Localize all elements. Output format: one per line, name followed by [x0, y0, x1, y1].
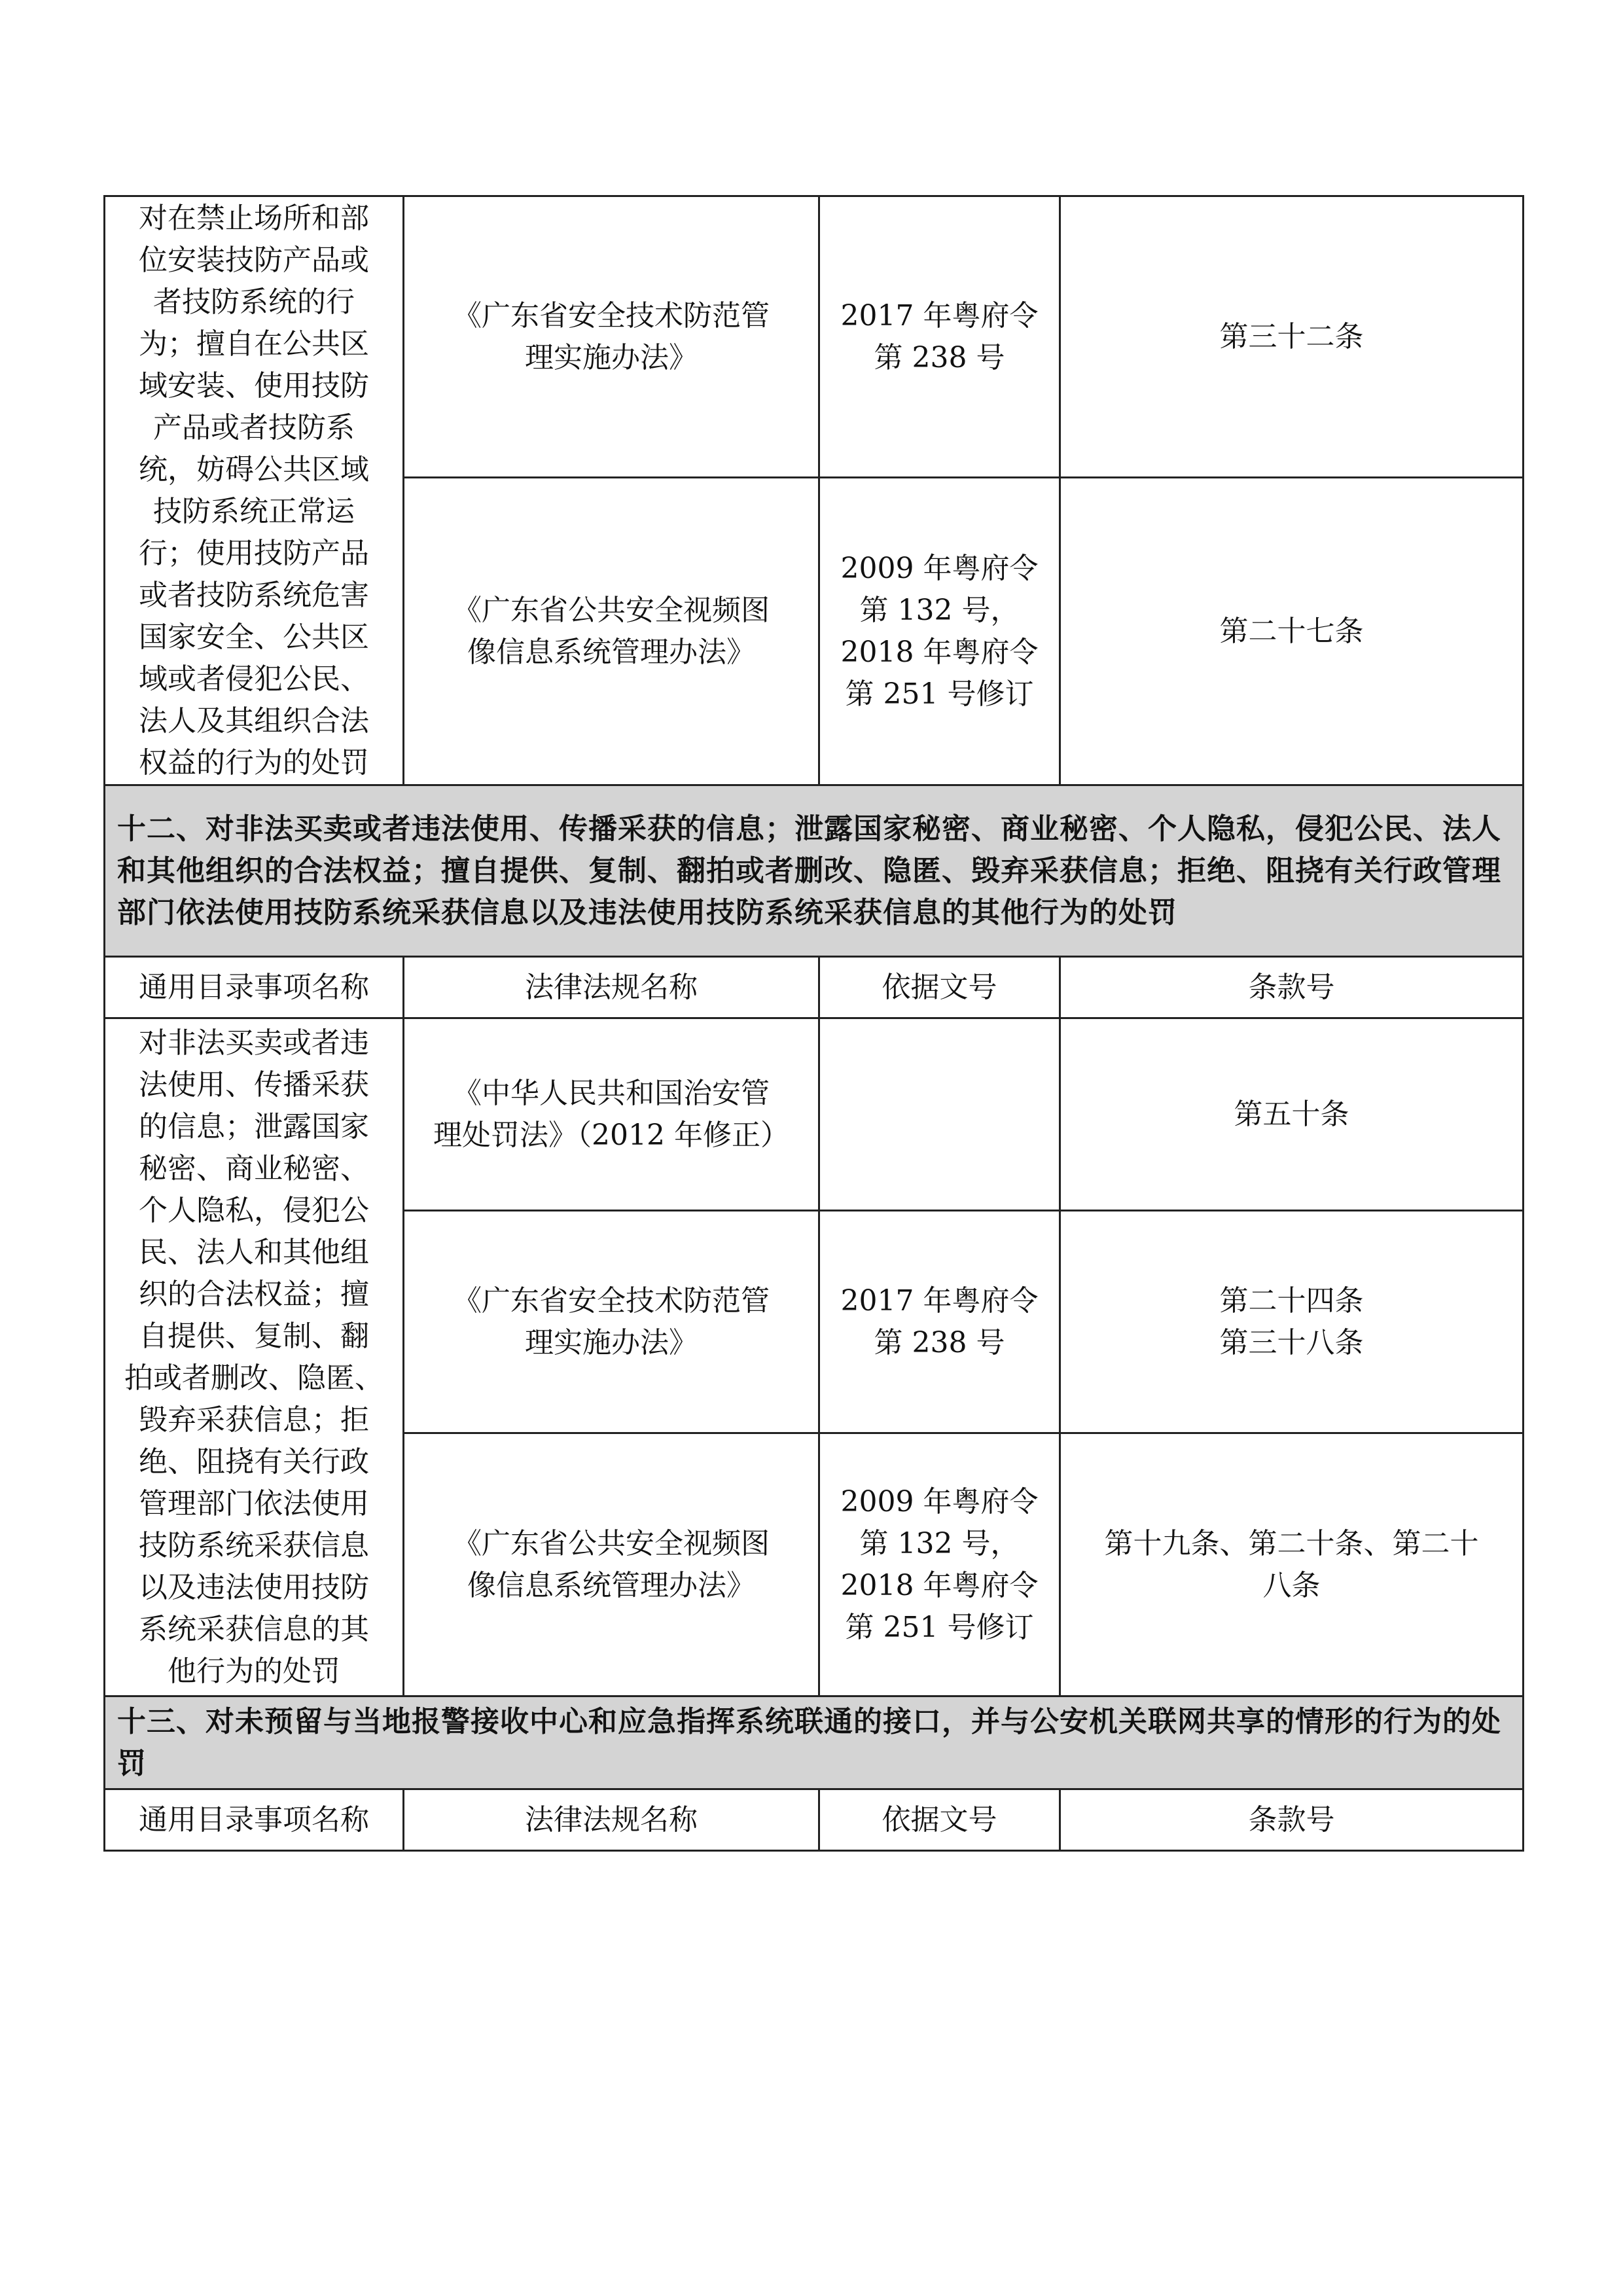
cell-text-line: 理处罚法》（2012 年修正） — [433, 1118, 789, 1152]
cell-text-line: 第十九条、第二十条、第二十 — [1104, 1526, 1479, 1560]
cell-text-line: 拍或者删改、隐匿、 — [124, 1361, 383, 1395]
cell-text-line: 为；擅自在公共区 — [139, 327, 369, 361]
law-name-cell — [404, 478, 819, 785]
table-row — [105, 196, 1524, 478]
cell-text-line: 民、法人和其他组 — [139, 1235, 369, 1269]
cell-text-line: 国家安全、公共区 — [139, 620, 369, 654]
cell-text-line: 第 132 号， — [859, 1526, 1020, 1560]
article-cell — [1060, 196, 1524, 478]
cell-text-line: 八条 — [1262, 1568, 1321, 1602]
cell-text-line: 2009 年粤府令 — [840, 551, 1039, 585]
cell-text-line: 者技防系统的行 — [153, 285, 355, 319]
doc-number-cell — [819, 196, 1060, 478]
header-law-name: 法律法规名称 — [404, 1789, 819, 1851]
cell-text-line: 第 238 号 — [874, 1325, 1005, 1359]
section-title-13: 十三、对未预留与当地报警接收中心和应急指挥系统联通的接口，并与公安机关联网共享的情形的行为的处罚 — [105, 1696, 1524, 1789]
cell-text-line: 统，妨碍公共区域 — [139, 452, 369, 486]
column-header-row — [105, 957, 1524, 1018]
article-cell — [1060, 1211, 1524, 1433]
doc-number-cell — [819, 1018, 1060, 1211]
cell-text-line: 法使用、传播采获 — [139, 1067, 369, 1102]
cell-text-line: 织的合法权益；擅 — [139, 1277, 369, 1311]
law-name-cell — [404, 1433, 819, 1696]
cell-text-line: 自提供、复制、翻 — [139, 1319, 369, 1353]
cell-text-line: 第二十四条 — [1219, 1283, 1364, 1318]
cell-text-line: 个人隐私，侵犯公 — [139, 1193, 369, 1227]
cell-text-line: 像信息系统管理办法》 — [467, 635, 755, 669]
cell-text-line: 《广东省公共安全视频图 — [453, 1526, 770, 1560]
article-cell — [1060, 478, 1524, 785]
law-name-cell — [404, 1211, 819, 1433]
item-name-cell — [105, 196, 404, 785]
law-name-cell — [404, 196, 819, 478]
header-item-name: 通用目录事项名称 — [105, 957, 404, 1018]
cell-text-line: 第 251 号修订 — [845, 677, 1034, 711]
cell-text-line: 域或者侵犯公民、 — [139, 662, 369, 696]
section-header-row — [105, 1696, 1524, 1789]
header-item-name: 通用目录事项名称 — [105, 1789, 404, 1851]
law-name-cell — [404, 1018, 819, 1211]
cell-text-line: 第三十二条 — [1219, 319, 1364, 353]
cell-text-line: 《广东省安全技术防范管 — [453, 1283, 770, 1318]
cell-text-line: 法人及其组织合法 — [139, 704, 369, 738]
article-cell — [1060, 1018, 1524, 1211]
header-law-name: 法律法规名称 — [404, 957, 819, 1018]
cell-text-line: 《广东省公共安全视频图 — [453, 593, 770, 627]
cell-text-line: 毁弃采获信息；拒 — [139, 1403, 369, 1437]
cell-text-line: 权益的行为的处罚 — [139, 745, 369, 780]
cell-text-line: 的信息；泄露国家 — [139, 1109, 369, 1143]
header-article: 条款号 — [1060, 957, 1524, 1018]
cell-text-line: 2018 年粤府令 — [840, 1568, 1039, 1602]
cell-text-line: 域安装、使用技防 — [139, 368, 369, 403]
cell-text-line: 第 238 号 — [874, 340, 1005, 374]
cell-text-line: 2017 年粤府令 — [840, 1283, 1039, 1318]
cell-text-line: 位安装技防产品或 — [139, 243, 369, 277]
cell-text-line: 像信息系统管理办法》 — [467, 1568, 755, 1602]
cell-text-line: 秘密、商业秘密、 — [139, 1151, 369, 1185]
cell-text-line: 行；使用技防产品 — [139, 536, 369, 570]
cell-text-line: 2017 年粤府令 — [840, 298, 1039, 332]
doc-number-cell — [819, 1433, 1060, 1696]
section-header-row — [105, 785, 1524, 957]
cell-text-line: 技防系统采获信息 — [139, 1528, 369, 1562]
cell-text-line: 第三十八条 — [1219, 1325, 1364, 1359]
section-title-12: 十二、对非法买卖或者违法使用、传播采获的信息；泄露国家秘密、商业秘密、个人隐私，侵犯公民、法人和其他组织的合法权益；擅自提供、复制、翻拍或者删改、隐匿、毁弃采获信息；拒绝、阻挠有关行政管理部门依法使用技防系统采获信息以及违法使用技防系统采获信息的其他行为的处罚 — [105, 785, 1524, 957]
cell-text-line: 管理部门依法使用 — [139, 1486, 369, 1520]
cell-text-line: 以及违法使用技防 — [139, 1570, 369, 1604]
cell-text-line: 理实施办法》 — [525, 1325, 698, 1359]
cell-text-line: 第二十七条 — [1219, 614, 1364, 648]
cell-text-line: 对非法买卖或者违 — [139, 1026, 369, 1060]
item-name-cell — [105, 1018, 404, 1696]
doc-number-cell — [819, 1211, 1060, 1433]
table-row — [105, 1018, 1524, 1211]
cell-text-line: 或者技防系统危害 — [139, 578, 369, 612]
column-header-row — [105, 1789, 1524, 1851]
cell-text-line: 第五十条 — [1234, 1097, 1349, 1131]
cell-text-line: 《广东省安全技术防范管 — [453, 298, 770, 332]
cell-text-line: 系统采获信息的其 — [139, 1612, 369, 1646]
header-article: 条款号 — [1060, 1789, 1524, 1851]
cell-text-line: 2009 年粤府令 — [840, 1484, 1039, 1518]
cell-text-line: 第 132 号， — [859, 593, 1020, 627]
cell-text-line: 第 251 号修订 — [845, 1610, 1034, 1644]
cell-text-line: 理实施办法》 — [525, 340, 698, 374]
header-doc-number: 依据文号 — [819, 957, 1060, 1018]
header-doc-number: 依据文号 — [819, 1789, 1060, 1851]
cell-text-line: 绝、阻挠有关行政 — [139, 1444, 369, 1479]
cell-text-line: 产品或者技防系 — [153, 410, 355, 444]
cell-text-line: 他行为的处罚 — [168, 1654, 340, 1688]
doc-number-cell — [819, 478, 1060, 785]
cell-text-line: 2018 年粤府令 — [840, 635, 1039, 669]
cell-text-line: 《中华人民共和国治安管 — [453, 1076, 770, 1110]
cell-text-line: 技防系统正常运 — [153, 494, 355, 528]
regulation-table — [103, 195, 1524, 1852]
article-cell — [1060, 1433, 1524, 1696]
cell-text-line: 对在禁止场所和部 — [139, 201, 369, 235]
